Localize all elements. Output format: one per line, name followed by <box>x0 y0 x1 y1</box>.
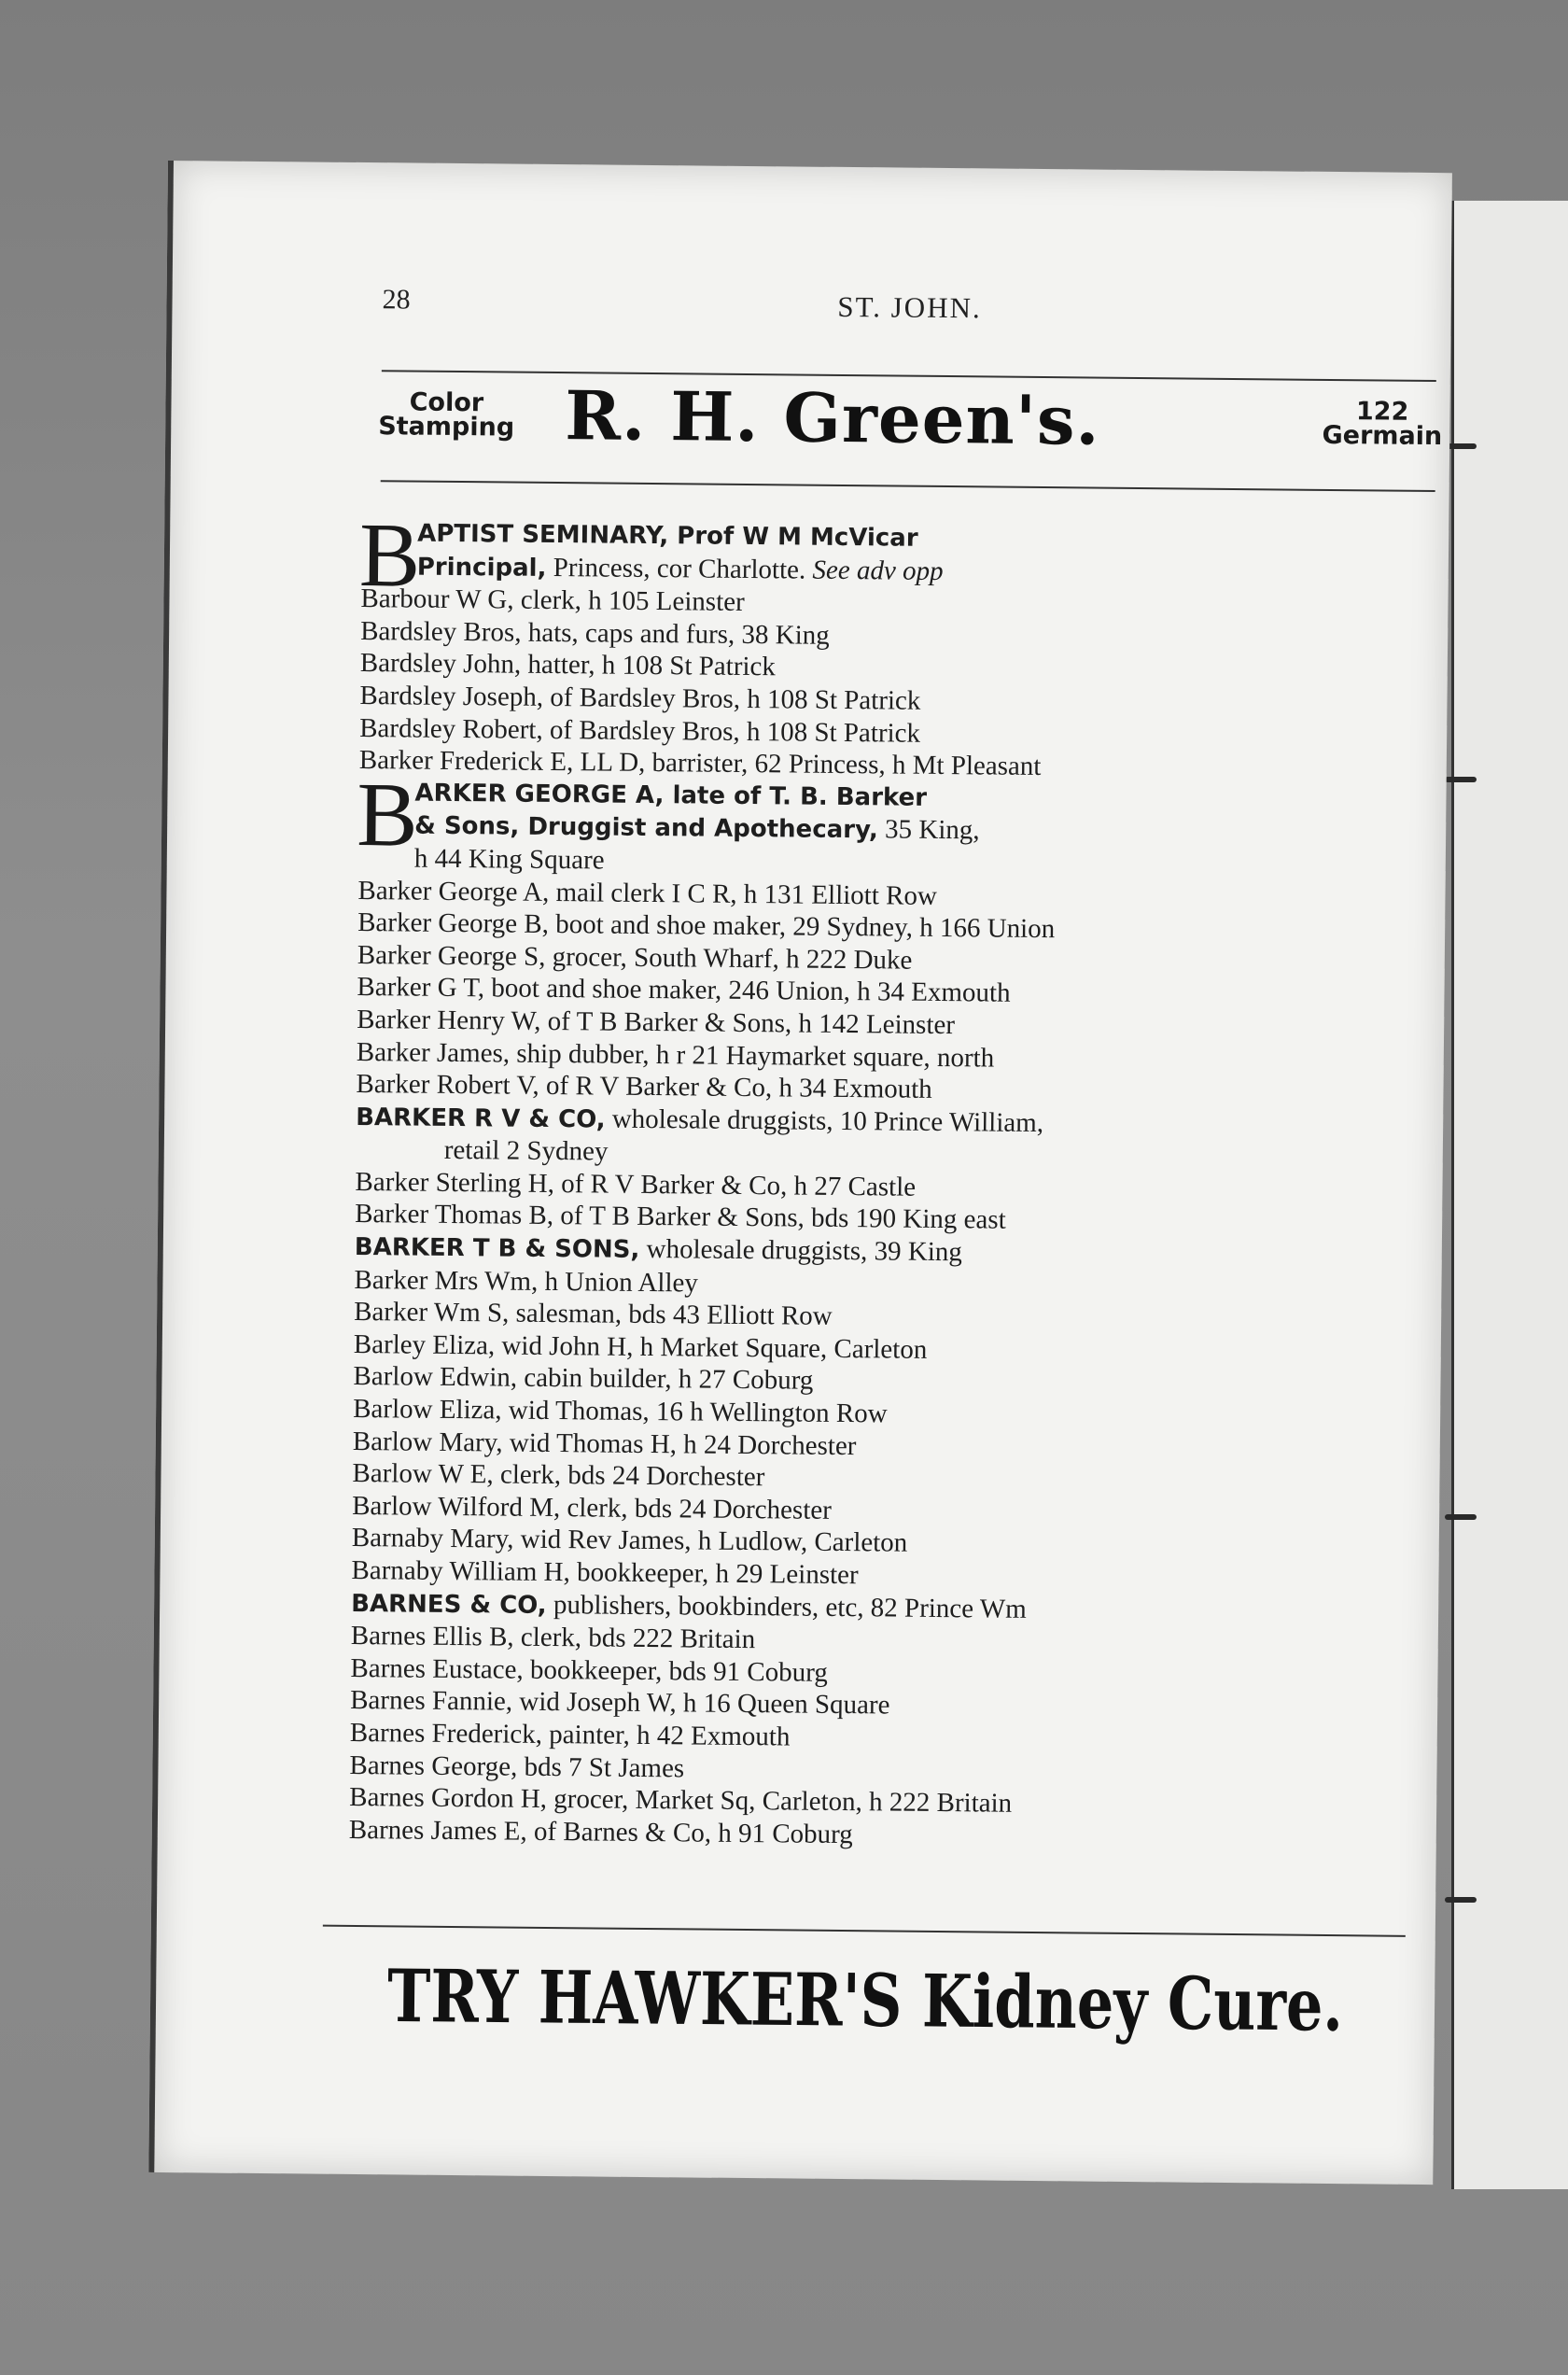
list-item: Barker Robert V, of R V Barker & Co, h 34 Exmouth <box>356 1069 932 1104</box>
list-item: retail 2 Sydney <box>443 1135 609 1167</box>
list-item: B ARKER GEORGE A, late of T. B. Barker <box>356 764 928 866</box>
list-item: Barnes James E, of Barnes & Co, h 91 Coburg <box>348 1814 853 1849</box>
list-item: h 44 King Square <box>413 843 605 876</box>
page-number: 28 <box>382 284 411 316</box>
list-item: Barker George A, mail clerk I C R, h 131 Elliott Row <box>357 875 938 911</box>
list-item: Barbour W G, clerk, h 105 Leinster <box>360 583 745 618</box>
list-item: BARKER R V & CO, wholesale druggists, 10 Prince William, <box>356 1103 1044 1138</box>
list-item: Barker James, ship dubber, h r 21 Haymarket square, north <box>356 1036 995 1074</box>
list-item: Barlow Mary, wid Thomas H, h 24 Dorchester <box>352 1426 857 1461</box>
advertisement-banner <box>378 370 1443 483</box>
binding-stitch <box>1445 777 1477 782</box>
banner-left-text: Color Stamping <box>378 387 515 443</box>
list-item: Barlow W E, clerk, bds 24 Dorchester <box>352 1458 765 1493</box>
list-item: BARKER T B & SONS, wholesale druggists, 39 King <box>354 1233 963 1268</box>
binding-stitch <box>1445 1514 1477 1520</box>
list-item: Barnes Frederick, painter, h 42 Exmouth <box>349 1717 791 1752</box>
footer-advertisement: TRY HAWKER'S Kidney Cure. <box>386 1953 1344 2048</box>
list-item: Barnes George, bds 7 St James <box>349 1750 685 1783</box>
list-item: Barker Mrs Wm, h Union Alley <box>354 1264 699 1299</box>
list-item: Bardsley John, hatter, h 108 St Patrick <box>359 648 777 682</box>
facing-page-edge <box>1451 201 1568 2189</box>
list-item: Barlow Edwin, cabin builder, h 27 Coburg <box>353 1361 814 1397</box>
list-item: Barnaby Mary, wid Rev James, h Ludlow, Carleton <box>351 1523 908 1559</box>
directory-page <box>148 161 1452 2185</box>
footer-rule <box>323 1925 1406 1937</box>
list-item: & Sons, Druggist and Apothecary, 35 King, <box>414 811 980 846</box>
banner-right-text: 122 Germain <box>1322 397 1443 452</box>
binding-stitch <box>1445 1897 1477 1903</box>
list-item: Barker Sterling H, of R V Barker & Co, h 27 Castle <box>355 1166 917 1202</box>
list-item: Barker Henry W, of T B Barker & Sons, h 142 Leinster <box>357 1004 956 1041</box>
page-header <box>382 284 1437 350</box>
list-item: Barlow Wilford M, clerk, bds 24 Dorchester <box>352 1490 833 1525</box>
list-item: Bardsley Bros, hats, caps and furs, 38 King <box>360 615 830 651</box>
list-item: Principal, Princess, cor Charlotte. See adv opp <box>416 552 944 586</box>
list-item: Barker Wm S, salesman, bds 43 Elliott Row <box>354 1297 833 1332</box>
list-item: B APTIST SEMINARY, Prof W M McVicar <box>358 504 918 607</box>
list-item: Barnes Gordon H, grocer, Market Sq, Carleton, h 222 Britain <box>349 1782 1013 1819</box>
banner-rule <box>381 480 1435 492</box>
banner-title: R. H. Green's. <box>564 375 1100 460</box>
list-item: Barlow Eliza, wid Thomas, 16 h Wellington Row <box>353 1393 888 1429</box>
list-item: Bardsley Joseph, of Bardsley Bros, h 108 St Patrick <box>359 680 921 716</box>
list-item: Barker Frederick E, LL D, barrister, 62 Princess, h Mt Pleasant <box>358 745 1042 782</box>
list-item: Bardsley Robert, of Bardsley Bros, h 108 St Patrick <box>359 712 921 749</box>
list-item: Barley Eliza, wid John H, h Market Square, Carleton <box>353 1328 928 1365</box>
running-head: ST. JOHN. <box>837 289 982 325</box>
drop-cap: B <box>356 764 419 866</box>
list-item: BARNES & CO, publishers, bookbinders, etc, 82 Prince Wm <box>351 1589 1027 1624</box>
list-item: Barker Thomas B, of T B Barker & Sons, bds 190 King east <box>355 1199 1006 1236</box>
list-item: Barnes Fannie, wid Joseph W, h 16 Queen Square <box>350 1685 890 1721</box>
list-item: Barker G T, boot and shoe maker, 246 Union, h 34 Exmouth <box>357 972 1011 1009</box>
directory-entries <box>348 504 1445 1856</box>
list-item: Barker George S, grocer, South Wharf, h 222 Duke <box>357 939 913 976</box>
list-item: Barnes Ellis B, clerk, bds 222 Britain <box>350 1621 756 1655</box>
drop-cap: B <box>358 504 421 607</box>
list-item: Barnaby William H, bookkeeper, h 29 Leinster <box>351 1554 859 1591</box>
list-item: Barker George B, boot and shoe maker, 29 Sydney, h 166 Union <box>357 907 1056 945</box>
list-item: Barnes Eustace, bookkeeper, bds 91 Coburg <box>350 1652 828 1688</box>
